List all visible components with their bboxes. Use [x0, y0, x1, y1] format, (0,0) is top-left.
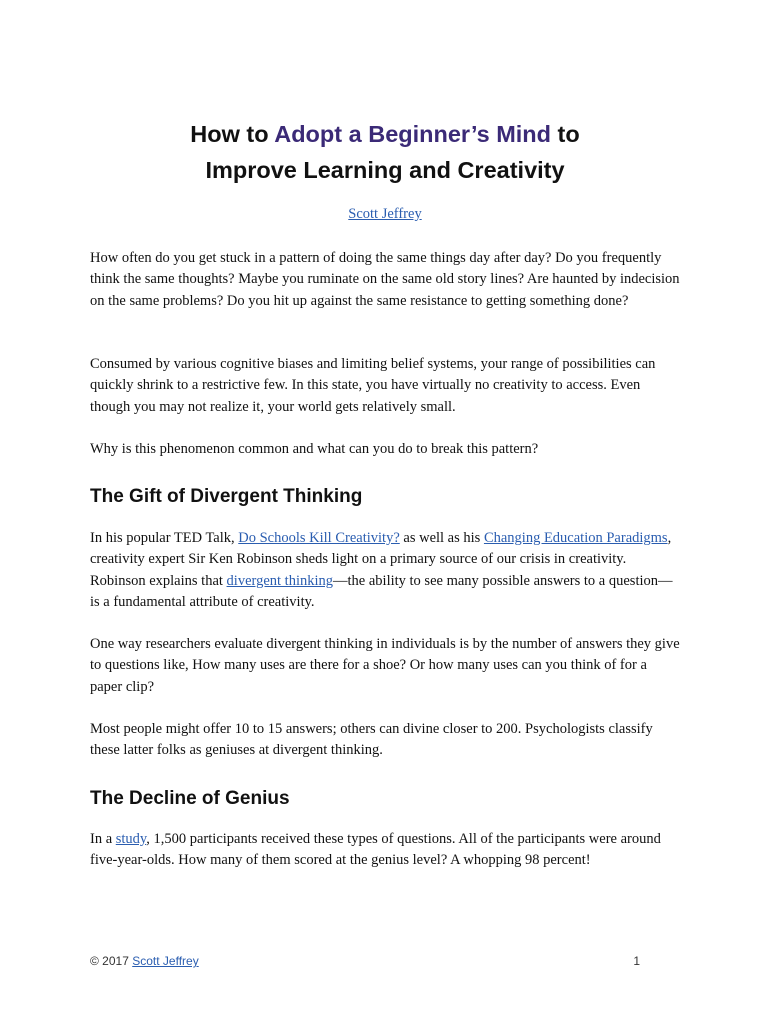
footer-copyright: © 2017: [90, 954, 133, 968]
text-segment: —the ability to see many possible answers to a question—is a fundamental attribute of creativity.: [90, 572, 673, 610]
title-suffix: to: [551, 121, 580, 147]
link-divergent-thinking[interactable]: divergent thinking: [226, 572, 334, 589]
title-line2: Improve Learning and Creativity: [205, 157, 565, 183]
title-prefix: How to: [190, 121, 275, 147]
text-segment: , 1,500 participants received these types of questions. All of the participants were around five-year-olds. How many of them scored at the genius level? A whopping 98 percent!: [90, 831, 661, 869]
paragraph-ted-talk: [90, 528, 680, 613]
link-study[interactable]: study: [115, 831, 147, 847]
heading-divergent-thinking: The Gift of Divergent Thinking: [90, 486, 363, 507]
document-title: [90, 116, 680, 188]
author-byline: [90, 204, 680, 224]
text-segment: as well as his: [399, 530, 484, 546]
paragraph-biases: Consumed by various cognitive biases and limiting belief systems, your range of possibilities can quickly shrink to a restrictive few. In this state, you have virtually no creativity to access. Even though you may not realize it, your world gets relatively small.: [90, 356, 656, 415]
paragraph-intro: How often do you get stuck in a pattern of doing the same things day after day? Do you frequently think the same thoughts? Maybe you ruminate on the same old story lines? Are haunted by indecision on the same problems? Do you hit up against the same resistance to getting something done?: [90, 250, 680, 309]
paragraph-question: Why is this phenomenon common and what can you do to break this pattern?: [90, 441, 539, 457]
text-segment: , creativity expert Sir Ken Robinson sheds light on a primary source of our crisis in creativity. Robinson explains that: [90, 530, 672, 589]
link-changing-education-paradigms[interactable]: Changing Education Paradigms: [483, 530, 668, 546]
author-link[interactable]: Scott Jeffrey: [348, 206, 422, 222]
paragraph-answers: Most people might offer 10 to 15 answers; others can divine closer to 200. Psychologists classify these latter folks as geniuses at divergent thinking.: [90, 721, 653, 759]
text-segment: In a: [90, 831, 116, 847]
heading-decline-of-genius: The Decline of Genius: [90, 788, 290, 809]
paragraph-study: [90, 829, 680, 872]
title-highlight: Adopt a Beginner’s Mind: [274, 121, 552, 147]
link-do-schools-kill-creativity[interactable]: Do Schools Kill Creativity?: [238, 530, 400, 546]
page-footer: [90, 952, 640, 970]
text-segment: In his popular TED Talk,: [90, 530, 239, 546]
footer-author-link[interactable]: Scott Jeffrey: [132, 954, 199, 968]
paragraph-researchers: One way researchers evaluate divergent thinking in individuals is by the number of answers they give to questions like, How many uses are there for a shoe? Or how many uses can you think of for a paper clip?: [90, 636, 680, 695]
page-number: 1: [633, 954, 640, 968]
